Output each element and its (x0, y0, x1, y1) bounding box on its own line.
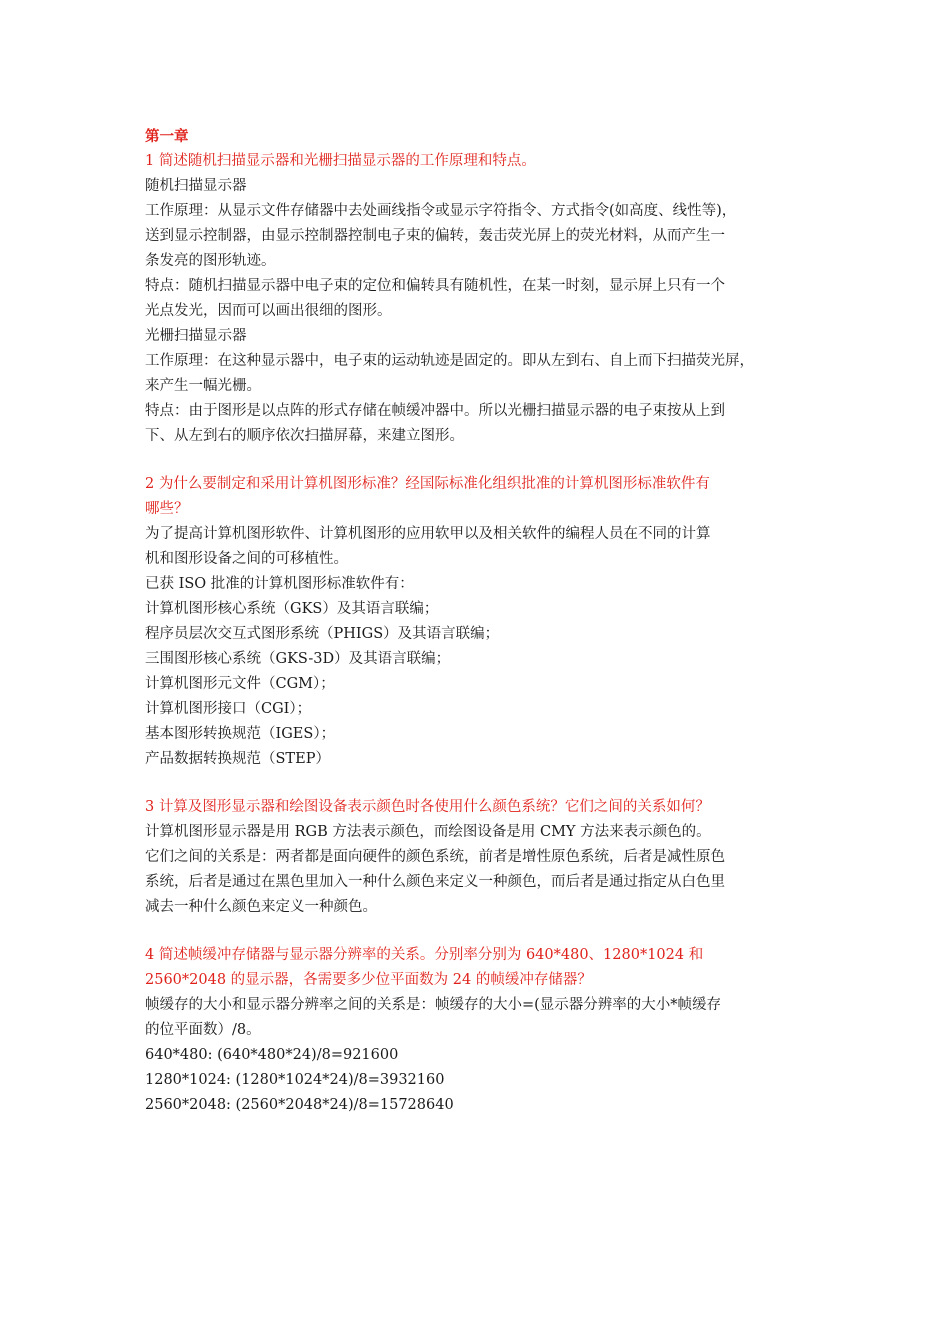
section-heading-random-scan: 随机扫描显示器 (145, 178, 247, 194)
list-item: 计算机图形核心系统（GKS）及其语言联编； (145, 601, 439, 617)
paragraph-line: 机和图形设备之间的可移植性。 (145, 551, 348, 567)
question-1-title: 1 简述随机扫描显示器和光栅扫描显示器的工作原理和特点。 (145, 153, 536, 169)
list-item: 计算机图形接口（CGI）； (145, 701, 312, 717)
paragraph-line: 系统，后者是通过在黑色里加入一种什么颜色来定义一种颜色，而后者是通过指定从白色里 (145, 874, 725, 890)
paragraph-line: 已获 ISO 批准的计算机图形标准软件有： (145, 576, 414, 592)
question-2-title: 哪些？ (145, 501, 189, 517)
formula-line: 640*480: (640*480*24)/8=921600 (145, 1047, 399, 1063)
paragraph-line: 减去一种什么颜色来定义一种颜色。 (145, 899, 377, 915)
paragraph-line: 特点：由于图形是以点阵的形式存储在帧缓冲器中。所以光栅扫描显示器的电子束按从上到 (145, 403, 725, 419)
paragraph-line: 送到显示控制器，由显示控制器控制电子束的偏转，轰击荧光屏上的荧光材料，从而产生一 (145, 228, 725, 244)
list-item: 程序员层次交互式图形系统（PHIGS）及其语言联编； (145, 626, 500, 642)
paragraph-line: 为了提高计算机图形软件、计算机图形的应用软甲以及相关软件的编程人员在不同的计算 (145, 526, 711, 542)
list-item: 产品数据转换规范（STEP） (145, 751, 330, 767)
paragraph-line: 光点发光，因而可以画出很细的图形。 (145, 303, 392, 319)
paragraph-spacer (145, 772, 813, 795)
paragraph-line: 工作原理：从显示文件存储器中去处画线指令或显示字符指令、方式指令(如高度、线性等)， (145, 203, 737, 219)
paragraph-line: 下、从左到右的顺序依次扫描屏幕，来建立图形。 (145, 428, 464, 444)
formula-line: 2560*2048: (2560*2048*24)/8=15728640 (145, 1097, 454, 1113)
question-2-title: 2 为什么要制定和采用计算机图形标准？经国际标准化组织批准的计算机图形标准软件有 (145, 476, 710, 492)
list-item: 计算机图形元文件（CGM）； (145, 676, 335, 692)
paragraph-line: 特点：随机扫描显示器中电子束的定位和偏转具有随机性，在某一时刻，显示屏上只有一个 (145, 278, 725, 294)
paragraph-line: 工作原理：在这种显示器中，电子束的运动轨迹是固定的。即从左到右、自上而下扫描荧光屏， (145, 353, 754, 369)
paragraph-line: 的位平面数）/8。 (145, 1022, 261, 1038)
paragraph-line: 它们之间的关系是：两者都是面向硬件的颜色系统，前者是增性原色系统，后者是减性原色 (145, 849, 725, 865)
paragraph-line: 计算机图形显示器是用 RGB 方法表示颜色，而绘图设备是用 CMY 方法来表示颜色的。 (145, 824, 711, 840)
paragraph-spacer (145, 449, 813, 472)
question-4-title: 4 简述帧缓冲存储器与显示器分辨率的关系。分别率分别为 640*480、1280*1024 和 (145, 947, 704, 963)
question-3-title: 3 计算及图形显示器和绘图设备表示颜色时各使用什么颜色系统？它们之间的关系如何？ (145, 799, 710, 815)
paragraph-spacer (145, 920, 813, 943)
paragraph-line: 来产生一幅光栅。 (145, 378, 261, 394)
document-page (145, 124, 813, 1118)
chapter-heading: 第一章 (145, 128, 189, 145)
paragraph-line: 条发亮的图形轨迹。 (145, 253, 276, 269)
section-heading-raster-scan: 光栅扫描显示器 (145, 328, 247, 344)
list-item: 基本图形转换规范（IGES）； (145, 726, 336, 742)
question-4-title: 2560*2048 的显示器，各需要多少位平面数为 24 的帧缓冲存储器？ (145, 972, 592, 988)
list-item: 三围图形核心系统（GKS-3D）及其语言联编； (145, 651, 451, 667)
formula-line: 1280*1024: (1280*1024*24)/8=3932160 (145, 1072, 445, 1088)
paragraph-line: 帧缓存的大小和显示器分辨率之间的关系是：帧缓存的大小=(显示器分辨率的大小*帧缓存 (145, 997, 722, 1013)
